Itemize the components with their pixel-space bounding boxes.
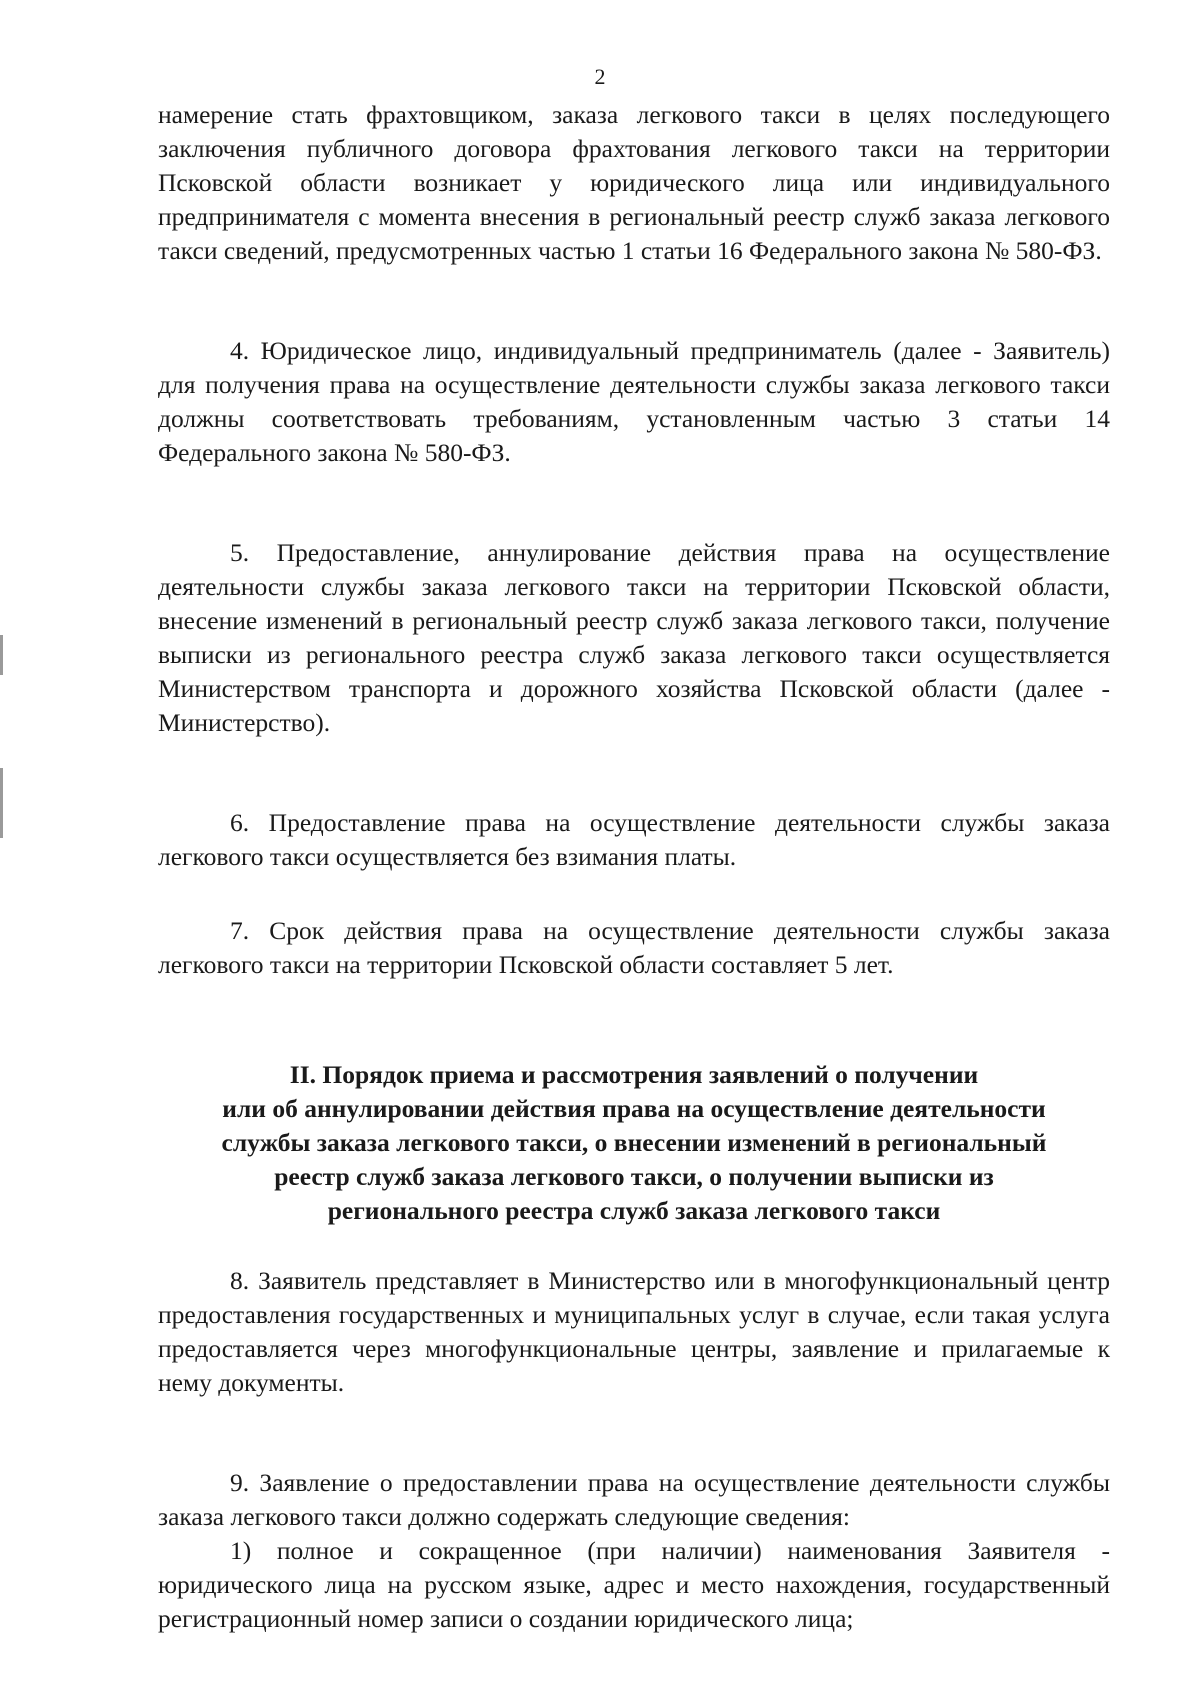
document-body xyxy=(158,98,1110,1636)
paragraph-9: 9. Заявление о предоставлении права на осуществление деятельности службы заказа легкового такси должно содержать следующие сведения: xyxy=(158,1468,1110,1531)
paragraph-4: 4. Юридическое лицо, индивидуальный предприниматель (далее - Заявитель) для получения права на осуществление деятельности службы заказа легкового такси должны соответствовать требованиям, установленным частью 3 статьи 14 Федерального закона № 580-ФЗ. xyxy=(158,336,1110,467)
heading-line: реестр служб заказа легкового такси, о получении выписки из xyxy=(274,1162,994,1191)
paragraph-5: 5. Предоставление, аннулирование действия права на осуществление деятельности службы заказа легкового такси на территории Псковской области, внесение изменений в региональный реестр служб заказа легкового такси, получение выписки из регионального реестра служб заказа легкового такси осуществляется Министерством транспорта и дорожного хозяйства Псковской области (далее - Министерство). xyxy=(158,538,1110,737)
section-2-heading xyxy=(158,1058,1110,1228)
scan-edge-mark xyxy=(0,635,3,675)
paragraph-8: 8. Заявитель представляет в Министерство или в многофункциональный центр предоставления государственных и муниципальных услуг в случае, если такая услуга предоставляется через многофункциональные центры, заявление и прилагаемые к нему документы. xyxy=(158,1266,1110,1397)
heading-line: II. Порядок приема и рассмотрения заявлений о получении xyxy=(289,1060,979,1089)
heading-line: службы заказа легкового такси, о внесении изменений в региональный xyxy=(221,1128,1047,1157)
heading-line: или об аннулировании действия права на осуществление деятельности xyxy=(222,1094,1046,1123)
paragraph-9-item-1: 1) полное и сокращенное (при наличии) наименования Заявителя - юридического лица на русском языке, адрес и место нахождения, государственный регистрационный номер записи о создании юридического лица; xyxy=(158,1536,1110,1633)
page-number: 2 xyxy=(594,64,606,89)
paragraph-7: 7. Срок действия права на осуществление деятельности службы заказа легкового такси на территории Псковской области составляет 5 лет. xyxy=(158,916,1110,979)
paragraph-6: 6. Предоставление права на осуществление деятельности службы заказа легкового такси осуществляется без взимания платы. xyxy=(158,808,1110,871)
scan-edge-mark xyxy=(0,768,3,838)
heading-line: регионального реестра служб заказа легкового такси xyxy=(327,1196,941,1225)
paragraph-continuation: намерение стать фрахтовщиком, заказа легкового такси в целях последующего заключения публичного договора фрахтования легкового такси на территории Псковской области возникает у юридического лица или индивидуального предпринимателя с момента внесения в региональный реестр служб заказа легкового такси сведений, предусмотренных частью 1 статьи 16 Федерального закона № 580-ФЗ. xyxy=(158,100,1110,265)
